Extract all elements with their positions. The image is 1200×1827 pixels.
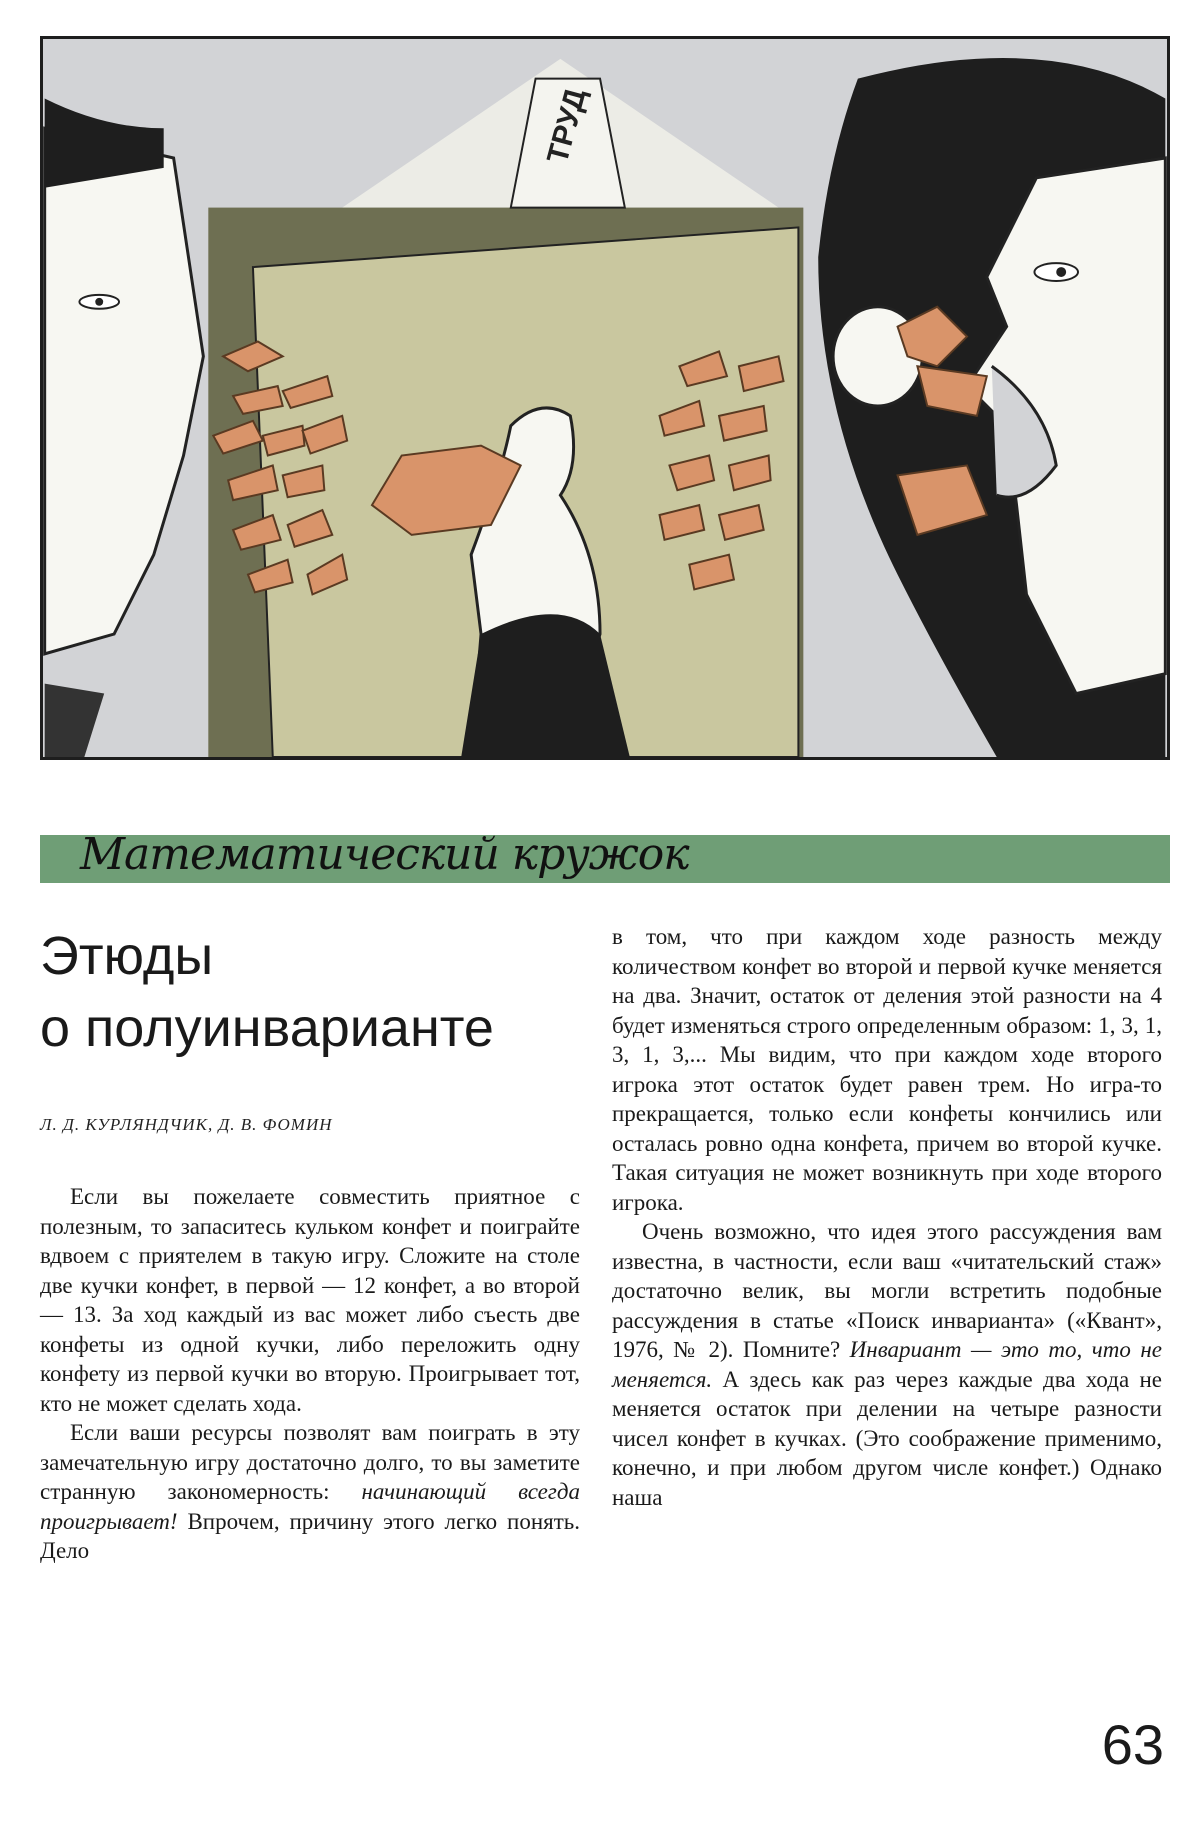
right-paragraph-2 [612, 1217, 1162, 1512]
title-line-1: Этюды [40, 926, 214, 986]
right-paragraph-1: в том, что при каждом ходе разность между количеством конфет во второй и первой кучке меняется на два. Значит, остаток от деления этой разности на 4 будет изменяться строго определенным образом: 1, 3, 1, 3, 1, 3,... Мы видим, что при каждом ходе второго игрока этот остаток будет равен трем. Но игра-то прекращается, только если конфеты кончились или осталась ровно одна конфета, причем во второй кучке. Такая ситуация не может возникнуть при ходе второго игрока. [612, 924, 1162, 1215]
right-column [612, 922, 1162, 1512]
right-paragraph-2-emphasis: Инвариант — это то, что не меняется. [612, 1337, 1162, 1392]
illustration [40, 36, 1170, 760]
left-paragraph-2-start: Если ваши ресурсы позволят вам поиграть в эту замечательную игру достаточно долго, то вы заметите странную закономерность: [40, 1420, 580, 1504]
article-authors: Л. Д. КУРЛЯНДЧИК, Д. В. ФОМИН [40, 1115, 333, 1134]
left-player [45, 99, 204, 757]
left-paragraph-2-end: Впрочем, причину этого легко понять. Дело [40, 1508, 580, 1563]
left-column [40, 1182, 580, 1566]
page-number: 63 [1101, 1713, 1164, 1776]
right-paragraph-2-end: А здесь как раз через каждые два хода не меняется остаток при делении на четыре разности чисел конфет в кучках. (Это соображение применимо, конечно, и при любом другом числе конфет.) Однако наша [612, 1366, 1162, 1510]
right-player [818, 58, 1165, 757]
bag-text: ТРУД [540, 85, 593, 167]
title-line-2: о полуинварианте [40, 998, 494, 1058]
left-paragraph-1: Если вы пожелаете совместить приятное с полезным, то запаситесь кульком конфет и поиграйте вдвоем с приятелем в такую игру. Сложите на столе две кучки конфет, в первой — 12 конфет, а во второй — 13. За ход каждый из вас может либо съесть две конфеты из одной кучки, либо переложить одну конфету из первой кучки во вторую. Проигрывает тот, кто не может сделать хода. [40, 1184, 580, 1416]
right-paragraph-2-start: Очень возможно, что идея этого рассуждения вам известна, в частности, если ваш «читательский стаж» достаточно велик, вы могли встретить подобные рассуждения в статье «Поиск инварианта» («Квант», 1976, № 2). Помните? [612, 1219, 1162, 1362]
article-title [40, 920, 580, 1064]
section-band [40, 829, 1170, 883]
left-paragraph-2-emphasis: начинающий всегда проигрывает! [40, 1479, 580, 1534]
section-label: Математический кружок [80, 829, 689, 880]
left-paragraph-2 [40, 1418, 580, 1566]
